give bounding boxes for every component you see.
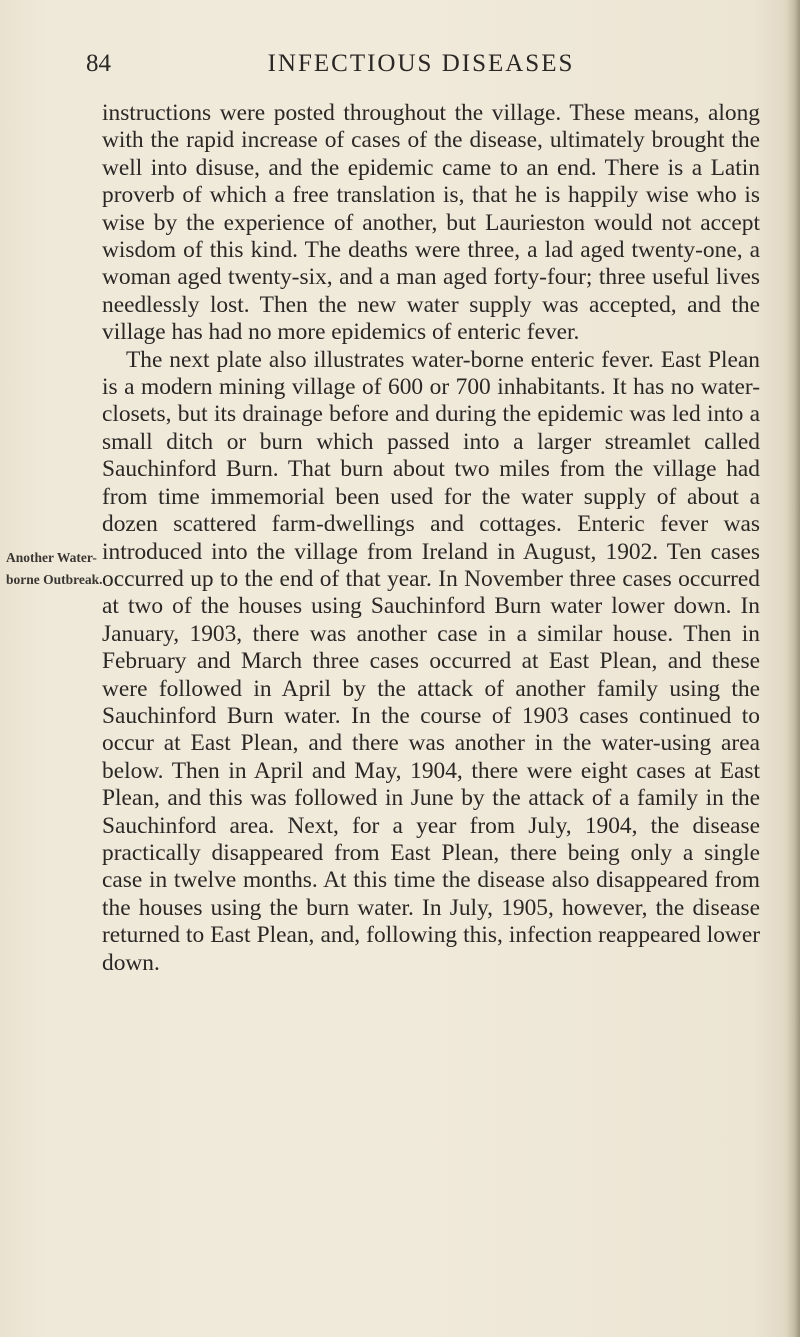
page-number: 84 [86,50,111,77]
page-edge-shadow [786,0,800,1337]
paragraph: instructions were posted throughout the village. These means, along with the rapid increase of cases of the disease, ultimately brought the well into disuse, and the epidemic came to an end. There is a Latin proverb of which a free translation is, that he is happily wise who is wise by the experience of another, but Laurieston would not accept wisdom of this kind. The deaths were three, a lad aged twenty-one, a woman aged twenty-six, and a man aged forty-four; three useful lives needlessly lost. Then the new water supply was accepted, and the village has had no more epidemics of enteric fever. [102,100,760,346]
margin-note-line-2: borne Outbreak. [6,572,103,587]
paragraph: The next plate also illustrates water-borne enteric fever. East Plean is a modern mining village of 600 or 700 inhabitants. It has no water-closets, but its drainage before and during the epidemic was led into a small ditch or burn which passed into a larger streamlet called Sauchinford Burn. That burn about two miles from the village had from time immemorial been used for the water supply of about a dozen scattered farm-dwellings and cottages. Enteric fever was introduced into the village from Ireland in August, 1902. Ten cases occurred up to the end of that year. In November three cases occurred at two of the houses using Sauchinford Burn water lower down. In January, 1903, there was another case in a similar house. Then in February and March three cases occurred at East Plean, and these were followed in April by the attack of another family using the Sauchinford Burn water. In the course of 1903 cases continued to occur at East Plean, and there was another in the water-using area below. Then in April and May, 1904, there were eight cases at East Plean, and this was followed in June by the attack of a family in the Sauchinford area. Next, for a year from July, 1904, the disease practically disappeared from East Plean, there being only a single case in twelve months. At this time the disease also disappeared from the houses using the burn water. In July, 1905, however, the disease returned to East Plean, and, following this, infection reappeared lower down. [102,346,760,976]
running-head: INFECTIOUS DISEASES [267,50,575,77]
page-header [86,50,756,86]
margin-note-line-1: Another Water- [6,550,97,565]
body-text [102,100,760,977]
margin-note [6,550,102,588]
